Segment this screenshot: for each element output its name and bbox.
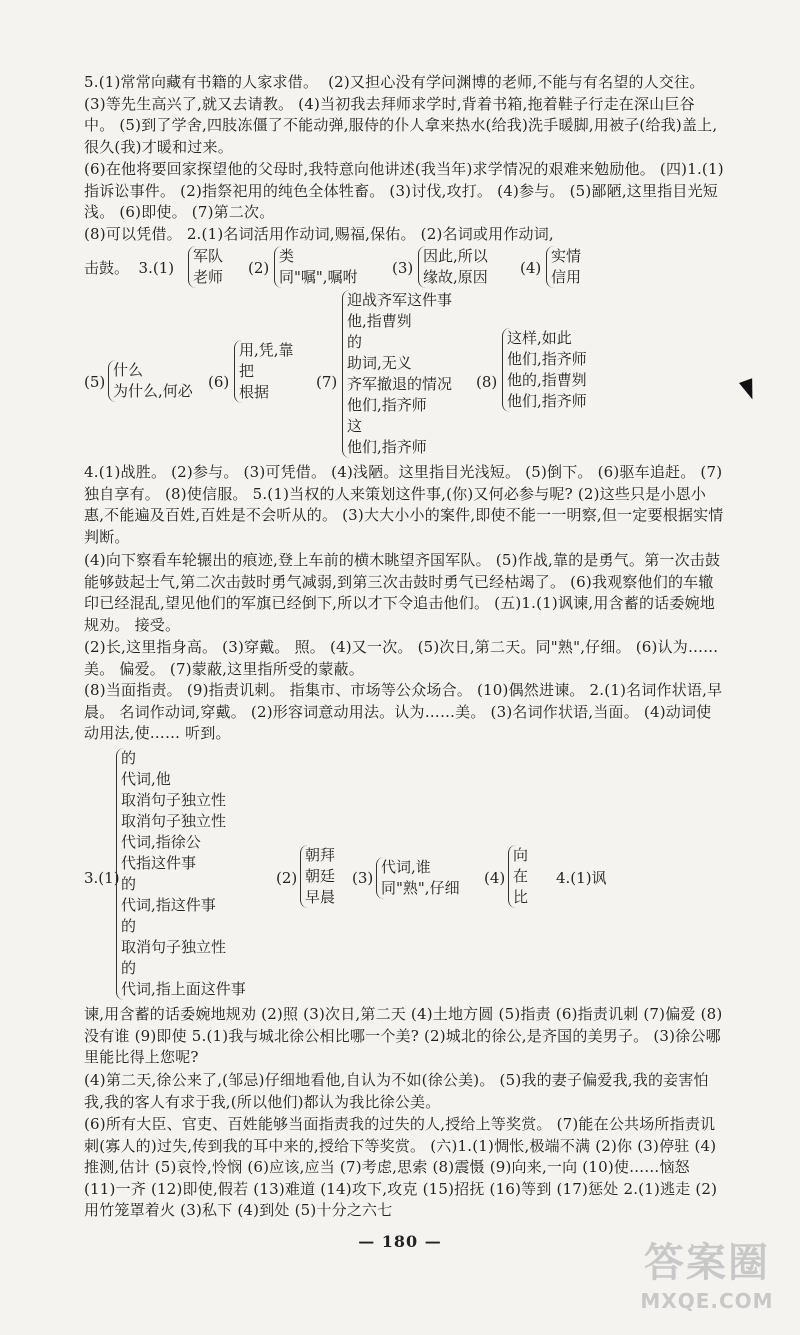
row3-brace-1	[116, 748, 246, 1000]
watermark-title: 答案圈	[644, 1240, 770, 1286]
paragraph-9: (4)第二天,徐公来了,(邹忌)仔细地看他,自认为不如(徐公美)。 (5)我的妻子偏爱我,我的妾害怕我,我的客人有求于我,(所以他们)都认为我比徐公美。	[84, 1071, 709, 1111]
row2-marker-6: (6)	[208, 373, 230, 391]
brace-item: 的	[121, 875, 137, 893]
brace-item: 因此,所以	[423, 247, 488, 265]
brace-item: 这	[347, 417, 363, 435]
brace-item: 他们,指齐师	[347, 438, 427, 456]
paragraph-3: (8)可以凭借。 2.(1)名词活用作动词,赐福,保佑。 (2)名词或用作动词,	[84, 225, 554, 243]
brace-item: 取消句子独立性	[121, 812, 227, 830]
brace-item: 根据	[239, 383, 270, 401]
row1-brace-4	[546, 246, 581, 288]
row1-brace-1	[188, 246, 223, 288]
brace-item: 比	[513, 888, 529, 906]
brace-item: 实情	[551, 247, 582, 265]
paragraph-2: (6)在他将要回家探望他的父母时,我特意向他讲述(我当年)求学情况的艰难来勉励他。 (四)1.(1)指诉讼事件。 (2)指祭祀用的纯色全体牲畜。 (3)讨伐,攻打。 (4)参与。 (5)鄙陋,这里指目光短浅。 (6)即使。 (7)第二次。	[84, 160, 724, 221]
brace-item: 在	[513, 867, 529, 885]
brace-item: 齐军撤退的情况	[347, 375, 453, 393]
brace-item: 为什么,何必	[113, 382, 193, 400]
brace-item: 早晨	[305, 888, 336, 906]
paragraph-4: 4.(1)战胜。 (2)参与。 (3)可凭借。 (4)浅陋。这里指目光浅短。 (5)倒下。 (6)驱车追赶。 (7)独自享有。 (8)使信服。 5.(1)当权的人来策划这件事,(你)又何必参与呢? (2)这些只是小恩小惠,不能遍及百姓,百姓是不会听从的。 (3)大大小小的案件,即使不能一一明察,但一定要根据实情判断。	[84, 463, 724, 546]
brace-item: 取消句子独立性	[121, 791, 227, 809]
brace-item: 他,指曹刿	[347, 312, 412, 330]
brace-item: 代词,指这件事	[121, 896, 216, 914]
row1-marker-2: (2)	[248, 259, 270, 277]
brace-item: 代词,谁	[381, 858, 431, 876]
brace-item: 缘故,原因	[423, 268, 488, 286]
row3-marker-3: (3)	[352, 869, 374, 887]
brace-item: 他们,指齐师	[347, 396, 427, 414]
brace-item: 朝拜	[305, 846, 336, 864]
brace-item: 把	[239, 362, 255, 380]
row2-marker-5: (5)	[84, 373, 106, 391]
brace-item: 的	[121, 749, 137, 767]
brace-item: 代词,指上面这件事	[121, 980, 246, 998]
brace-item: 什么	[113, 361, 144, 379]
row2-brace-8	[502, 328, 587, 412]
row1-brace-3	[418, 246, 488, 288]
row2-brace-7	[342, 290, 452, 458]
brace-item: 他的,指曹刿	[507, 371, 587, 389]
row2-brace-5	[108, 360, 193, 402]
brace-item: 代词,指徐公	[121, 833, 201, 851]
brace-item: 信用	[551, 268, 582, 286]
brace-item: 同"熟",仔细	[381, 879, 460, 897]
row2-brace-6	[234, 340, 294, 403]
brace-item: 取消句子独立性	[121, 938, 227, 956]
row1-lead: 击鼓。 3.(1)	[84, 259, 175, 277]
row3-brace-3	[376, 857, 460, 899]
paragraph-10: (6)所有大臣、官吏、百姓能够当面指责我的过失的人,授给上等奖赏。 (7)能在公共场所指责讥刺(寡人的)过失,传到我的耳中来的,授给下等奖赏。 (六)1.(1)惆怅,极端不满 (2)你 (3)停驻 (4)推测,估计 (5)哀怜,怜悯 (6)应该,应当 (7)考虑,思索 (8)震慑 (9)向来,一向 (10)使……恼怒 (11)一齐 (12)即使,假若 (13)难道 (14)攻下,攻克 (15)招抚 (16)等到 (17)惩处 2.(1)逃走 (2)用竹笼罩着火 (3)私下 (4)到处 (5)十分之六七	[84, 1115, 718, 1219]
watermark-url: MXQE.COM	[640, 1289, 774, 1313]
brace-item: 代词,他	[121, 770, 171, 788]
brace-item: 同"嘱",嘱咐	[279, 268, 358, 286]
paragraph-6: (2)长,这里指身高。 (3)穿戴。 照。 (4)又一次。 (5)次日,第二天。同"熟",仔细。 (6)认为……美。 偏爱。 (7)蒙蔽,这里指所受的蒙蔽。	[84, 638, 719, 678]
brace-item: 这样,如此	[507, 329, 572, 347]
paragraph-1: 5.(1)常常向藏有书籍的人家求借。 (2)又担心没有学问渊博的老师,不能与有名望的人交往。 (3)等先生高兴了,就又去请教。 (4)当初我去拜师求学时,背着书箱,拖着鞋子行走在深山巨谷中。 (5)到了学舍,四肢冻僵了不能动弹,服侍的仆人拿来热水(给我)洗手暖脚,用被子(给我)盖上,很久(我)才暖和过来。	[84, 73, 718, 156]
brace-item: 类	[279, 247, 295, 265]
brace-item: 军队	[193, 247, 224, 265]
row3-brace-4	[508, 845, 528, 908]
brace-item: 的	[121, 959, 137, 977]
row1-marker-4: (4)	[520, 259, 542, 277]
brace-item: 向	[513, 846, 529, 864]
brace-item: 用,凭,靠	[239, 341, 294, 359]
row3-marker-2: (2)	[276, 869, 298, 887]
row3-marker-1: 3.(1)	[84, 869, 120, 887]
row1-brace-2	[274, 246, 358, 288]
row3-marker-4: (4)	[484, 869, 506, 887]
row3-brace-2	[300, 845, 335, 908]
scan-mark	[739, 378, 759, 402]
watermark-logo	[622, 1238, 792, 1328]
brace-item: 迎战齐军这件事	[347, 291, 453, 309]
brace-item: 朝廷	[305, 867, 336, 885]
row2-marker-8: (8)	[476, 373, 498, 391]
brace-item: 他们,指齐师	[507, 350, 587, 368]
brace-item: 老师	[193, 268, 224, 286]
brace-item: 的	[121, 917, 137, 935]
row1-marker-3: (3)	[392, 259, 414, 277]
paragraph-5: (4)向下察看车轮辗出的痕迹,登上车前的横木眺望齐国军队。 (5)作战,靠的是勇气。第一次击鼓能够鼓起士气,第二次击鼓时勇气减弱,到第三次击鼓时勇气已经枯竭了。 (6)我观察他们的车辙印已经混乱,望见他们的军旗已经倒下,所以才下令追击他们。 (五)1.(1)讽谏,用含蓄的话委婉地规劝。 接受。	[84, 551, 721, 634]
brace-item: 的	[347, 333, 363, 351]
paragraph-7: (8)当面指责。 (9)指责讥刺。 指集市、市场等公众场合。 (10)偶然进谏。 2.(1)名词作状语,早晨。 名词作动词,穿戴。 (2)形容词意动用法。认为……美。 (3)名词作状语,当面。 (4)动词使动用法,使…… 听到。	[84, 681, 723, 742]
row2-marker-7: (7)	[316, 373, 338, 391]
brace-item: 代指这件事	[121, 854, 197, 872]
page-number: — 180 —	[358, 1232, 442, 1251]
row3-tail: 4.(1)讽	[556, 869, 607, 887]
brace-item: 助词,无义	[347, 354, 412, 372]
paragraph-8: 谏,用含蓄的话委婉地规劝 (2)照 (3)次日,第二天 (4)土地方圆 (5)指责 (6)指责讥刺 (7)偏爱 (8)没有谁 (9)即使 5.(1)我与城北徐公相比哪一个美? (2)城北的徐公,是齐国的美男子。 (3)徐公哪里能比得上您呢?	[84, 1005, 723, 1066]
brace-item: 他们,指齐师	[507, 392, 587, 410]
